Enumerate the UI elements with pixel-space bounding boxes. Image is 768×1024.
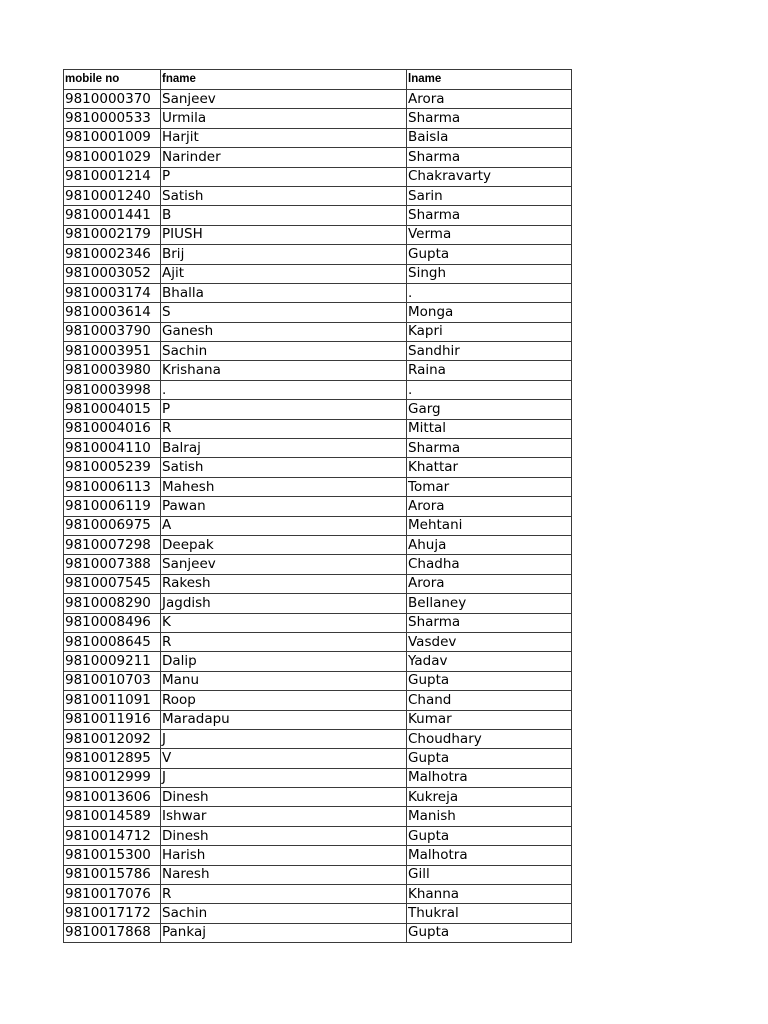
lname-cell: Gupta [407,826,572,845]
table-row [64,710,572,729]
table-row [64,283,572,302]
table-row [64,148,572,167]
mobile-no-cell: 9810017076 [64,885,161,904]
mobile-no-cell: 9810015300 [64,846,161,865]
table-row [64,691,572,710]
lname-cell: Arora [407,90,572,109]
table-row [64,923,572,942]
table-row [64,477,572,496]
table-row [64,826,572,845]
lname-cell: Garg [407,400,572,419]
fname-cell: Krishana [161,361,407,380]
mobile-no-cell: 9810000370 [64,90,161,109]
table-row [64,361,572,380]
fname-cell: Deepak [161,535,407,554]
table-row [64,206,572,225]
mobile-no-cell: 9810003174 [64,283,161,302]
table-row [64,535,572,554]
fname-cell: P [161,400,407,419]
fname-cell: Dinesh [161,826,407,845]
mobile-no-cell: 9810017172 [64,904,161,923]
fname-cell: Sachin [161,904,407,923]
fname-cell: J [161,729,407,748]
mobile-no-cell: 9810014712 [64,826,161,845]
fname-cell: Dalip [161,652,407,671]
mobile-no-cell: 9810000533 [64,109,161,128]
fname-cell: Ganesh [161,322,407,341]
lname-cell: Sarin [407,186,572,205]
lname-cell: Kumar [407,710,572,729]
mobile-no-cell: 9810009211 [64,652,161,671]
mobile-no-cell: 9810001029 [64,148,161,167]
table-row [64,380,572,399]
table-row [64,807,572,826]
table-row [64,439,572,458]
mobile-no-cell: 9810012999 [64,768,161,787]
fname-cell: Sachin [161,342,407,361]
lname-cell: Gupta [407,245,572,264]
mobile-no-cell: 9810017868 [64,923,161,942]
fname-cell: Naresh [161,865,407,884]
lname-cell: Mittal [407,419,572,438]
mobile-no-cell: 9810003980 [64,361,161,380]
mobile-no-cell: 9810003998 [64,380,161,399]
table-row [64,167,572,186]
table-row [64,109,572,128]
lname-cell: . [407,283,572,302]
contacts-table [63,69,572,943]
fname-cell: Harjit [161,128,407,147]
table-row [64,186,572,205]
mobile-no-cell: 9810002346 [64,245,161,264]
lname-cell: Arora [407,497,572,516]
mobile-no-cell: 9810007388 [64,555,161,574]
table-row [64,555,572,574]
mobile-no-cell: 9810001214 [64,167,161,186]
fname-cell: P [161,167,407,186]
mobile-no-cell: 9810012092 [64,729,161,748]
mobile-no-cell: 9810008496 [64,613,161,632]
fname-cell: Ishwar [161,807,407,826]
lname-cell: Verma [407,225,572,244]
fname-cell: V [161,749,407,768]
mobile-no-cell: 9810008290 [64,594,161,613]
mobile-no-cell: 9810007545 [64,574,161,593]
table-row [64,322,572,341]
table-row [64,225,572,244]
mobile-no-cell: 9810006119 [64,497,161,516]
table-row [64,303,572,322]
table-row [64,245,572,264]
lname-cell: Tomar [407,477,572,496]
lname-cell: Gupta [407,671,572,690]
table-row [64,885,572,904]
fname-cell: Dinesh [161,788,407,807]
table-row [64,574,572,593]
table-row [64,749,572,768]
lname-cell: Malhotra [407,768,572,787]
lname-cell: Khattar [407,458,572,477]
fname-cell: R [161,885,407,904]
fname-cell: Satish [161,458,407,477]
lname-cell: Thukral [407,904,572,923]
mobile-no-cell: 9810001009 [64,128,161,147]
fname-cell: S [161,303,407,322]
mobile-no-cell: 9810011091 [64,691,161,710]
fname-cell: Manu [161,671,407,690]
lname-cell: Choudhary [407,729,572,748]
lname-cell: Chand [407,691,572,710]
lname-cell: Sharma [407,613,572,632]
mobile-no-cell: 9810008645 [64,632,161,651]
table-row [64,594,572,613]
mobile-no-cell: 9810010703 [64,671,161,690]
lname-cell: Chadha [407,555,572,574]
table-row [64,128,572,147]
fname-cell: Satish [161,186,407,205]
lname-cell: Kukreja [407,788,572,807]
column-header-lname: lname [407,70,572,90]
fname-cell: B [161,206,407,225]
table-row [64,613,572,632]
lname-cell: Khanna [407,885,572,904]
lname-cell: Raina [407,361,572,380]
mobile-no-cell: 9810004015 [64,400,161,419]
lname-cell: Monga [407,303,572,322]
lname-cell: Sharma [407,206,572,225]
table-row [64,865,572,884]
fname-cell: Pawan [161,497,407,516]
fname-cell: Rakesh [161,574,407,593]
fname-cell: Roop [161,691,407,710]
table-row [64,652,572,671]
table-row [64,342,572,361]
lname-cell: Yadav [407,652,572,671]
lname-cell: Sandhir [407,342,572,361]
fname-cell: Urmila [161,109,407,128]
fname-cell: Sanjeev [161,90,407,109]
table-row [64,768,572,787]
mobile-no-cell: 9810012895 [64,749,161,768]
mobile-no-cell: 9810003951 [64,342,161,361]
fname-cell: J [161,768,407,787]
fname-cell: PIUSH [161,225,407,244]
mobile-no-cell: 9810001441 [64,206,161,225]
table-row [64,264,572,283]
lname-cell: Singh [407,264,572,283]
fname-cell: A [161,516,407,535]
lname-cell: Sharma [407,439,572,458]
lname-cell: Gupta [407,749,572,768]
table-row [64,516,572,535]
fname-cell: Sanjeev [161,555,407,574]
table-row [64,671,572,690]
table-row [64,846,572,865]
mobile-no-cell: 9810001240 [64,186,161,205]
lname-cell: Gupta [407,923,572,942]
lname-cell: Sharma [407,148,572,167]
table-row [64,90,572,109]
fname-cell: Jagdish [161,594,407,613]
mobile-no-cell: 9810011916 [64,710,161,729]
lname-cell: Gill [407,865,572,884]
mobile-no-cell: 9810003790 [64,322,161,341]
fname-cell: Mahesh [161,477,407,496]
fname-cell: Brij [161,245,407,264]
fname-cell: R [161,632,407,651]
fname-cell: Ajit [161,264,407,283]
column-header-fname: fname [161,70,407,90]
fname-cell: Narinder [161,148,407,167]
table-row [64,458,572,477]
lname-cell: . [407,380,572,399]
table-body [64,90,572,943]
lname-cell: Mehtani [407,516,572,535]
table-row [64,419,572,438]
fname-cell: Pankaj [161,923,407,942]
table-row [64,400,572,419]
mobile-no-cell: 9810014589 [64,807,161,826]
mobile-no-cell: 9810013606 [64,788,161,807]
fname-cell: Maradapu [161,710,407,729]
fname-cell: R [161,419,407,438]
table-row [64,729,572,748]
table-row [64,904,572,923]
lname-cell: Bellaney [407,594,572,613]
fname-cell: K [161,613,407,632]
lname-cell: Ahuja [407,535,572,554]
lname-cell: Arora [407,574,572,593]
lname-cell: Manish [407,807,572,826]
lname-cell: Vasdev [407,632,572,651]
fname-cell: Bhalla [161,283,407,302]
mobile-no-cell: 9810003052 [64,264,161,283]
lname-cell: Malhotra [407,846,572,865]
lname-cell: Sharma [407,109,572,128]
fname-cell: Balraj [161,439,407,458]
lname-cell: Baisla [407,128,572,147]
mobile-no-cell: 9810007298 [64,535,161,554]
mobile-no-cell: 9810006975 [64,516,161,535]
table-row [64,788,572,807]
lname-cell: Kapri [407,322,572,341]
mobile-no-cell: 9810005239 [64,458,161,477]
table-row [64,497,572,516]
fname-cell: Harish [161,846,407,865]
lname-cell: Chakravarty [407,167,572,186]
column-header-mobile-no: mobile no [64,70,161,90]
mobile-no-cell: 9810004016 [64,419,161,438]
mobile-no-cell: 9810004110 [64,439,161,458]
fname-cell: . [161,380,407,399]
mobile-no-cell: 9810015786 [64,865,161,884]
mobile-no-cell: 9810003614 [64,303,161,322]
mobile-no-cell: 9810002179 [64,225,161,244]
table-header-row [64,70,572,90]
table-row [64,632,572,651]
mobile-no-cell: 9810006113 [64,477,161,496]
